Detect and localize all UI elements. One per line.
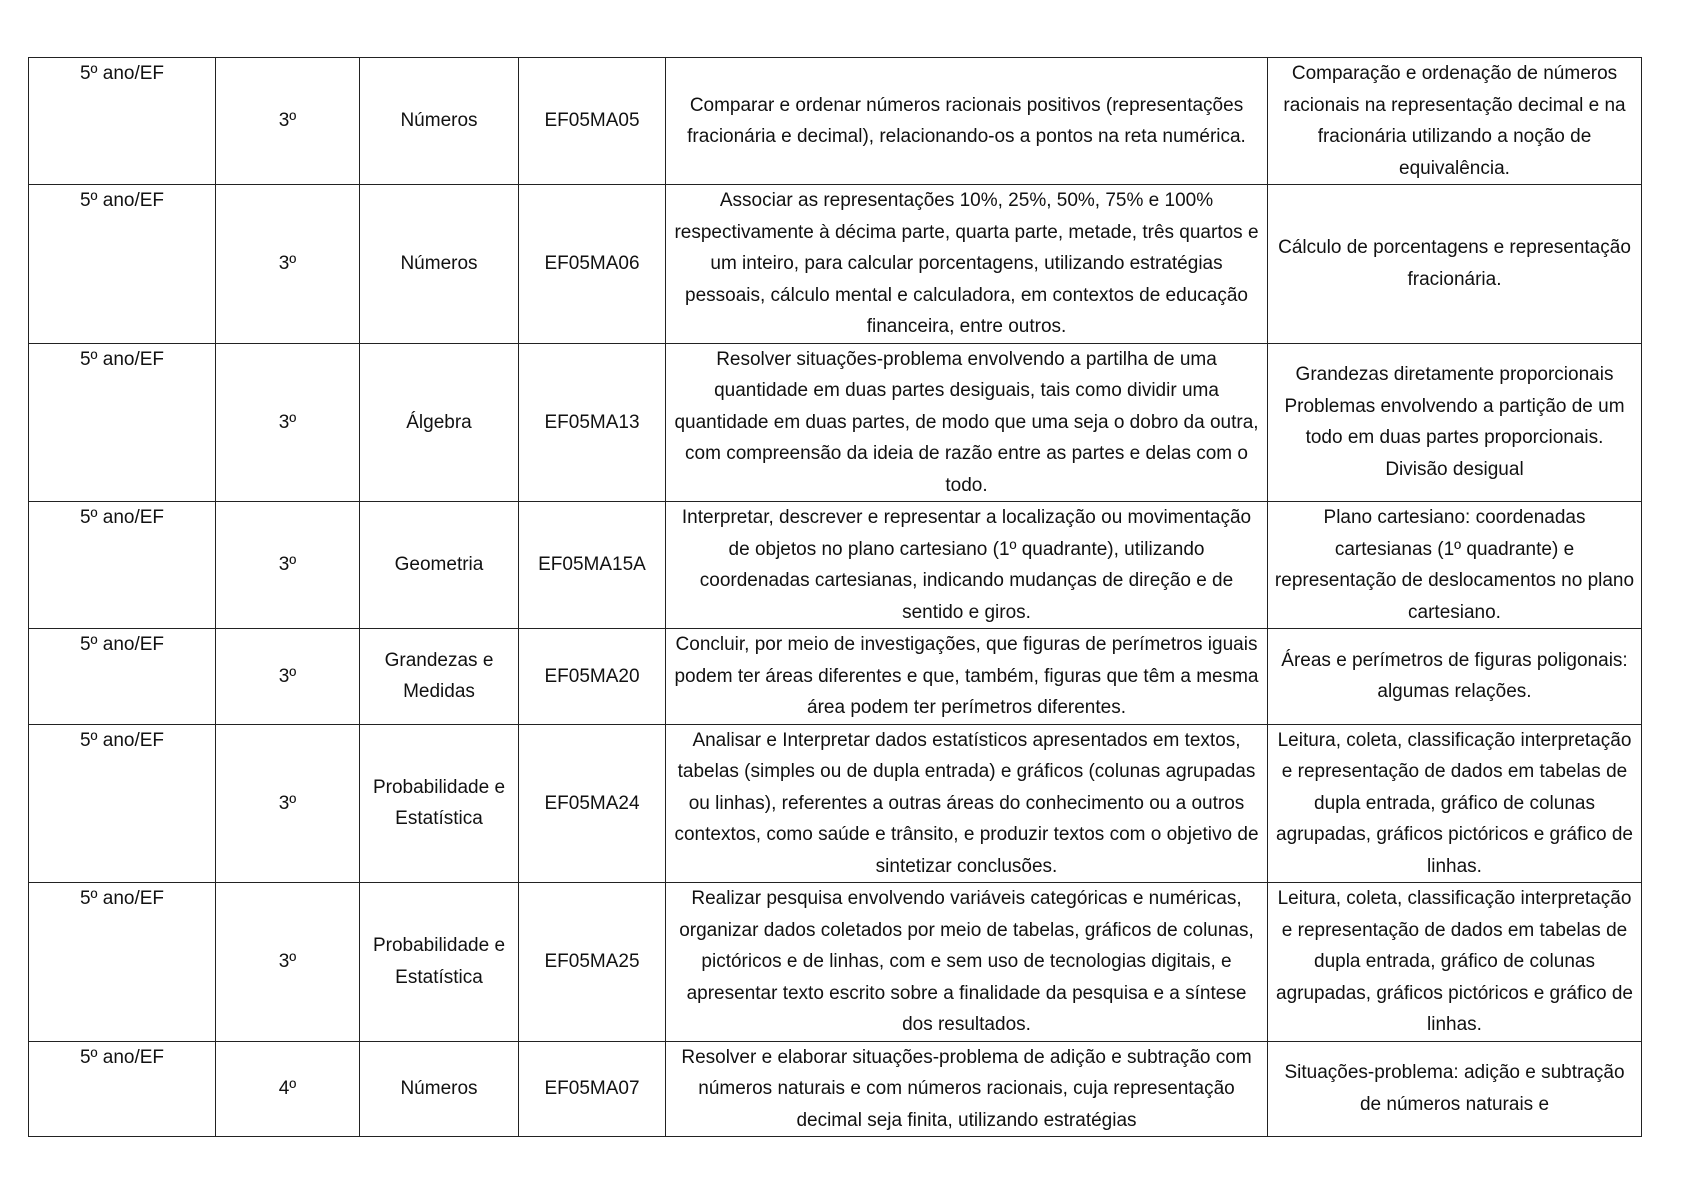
skill-description-cell: Resolver situações-problema envolvendo a partilha de uma quantidade em duas partes desiguais, tais como dividir uma quantidade em duas partes, de modo que uma seja o dobro da outra, com compreensão da ideia de razão entre as partes e delas com o todo.	[666, 343, 1268, 502]
year-cell: 5º ano/EF	[29, 343, 216, 502]
table-row	[29, 58, 1642, 185]
skill-description-cell: Resolver e elaborar situações-problema de adição e subtração com números naturais e com números racionais, cuja representação decimal seja finita, utilizando estratégias	[666, 1041, 1268, 1137]
thematic-unit-cell: Números	[360, 58, 519, 185]
skill-code-cell: EF05MA06	[519, 185, 666, 344]
year-cell: 5º ano/EF	[29, 883, 216, 1042]
year-cell: 5º ano/EF	[29, 724, 216, 883]
knowledge-object-cell: Grandezas diretamente proporcionais Problemas envolvendo a partição de um todo em duas partes proporcionais. Divisão desigual	[1268, 343, 1642, 502]
table-row	[29, 343, 1642, 502]
skill-code-cell: EF05MA20	[519, 629, 666, 725]
table-row	[29, 883, 1642, 1042]
skill-description-cell: Interpretar, descrever e representar a localização ou movimentação de objetos no plano cartesiano (1º quadrante), utilizando coordenadas cartesianas, indicando mudanças de direção e de sentido e giros.	[666, 502, 1268, 629]
table-row	[29, 185, 1642, 344]
bimestre-cell: 3º	[216, 185, 360, 344]
year-cell: 5º ano/EF	[29, 185, 216, 344]
thematic-unit-cell: Grandezas e Medidas	[360, 629, 519, 725]
knowledge-object-cell: Leitura, coleta, classificação interpretação e representação de dados em tabelas de dupla entrada, gráfico de colunas agrupadas, gráficos pictóricos e gráfico de linhas.	[1268, 724, 1642, 883]
bimestre-cell: 3º	[216, 502, 360, 629]
thematic-unit-cell: Probabilidade e Estatística	[360, 724, 519, 883]
skill-code-cell: EF05MA15A	[519, 502, 666, 629]
thematic-unit-cell: Probabilidade e Estatística	[360, 883, 519, 1042]
thematic-unit-cell: Álgebra	[360, 343, 519, 502]
table-row	[29, 502, 1642, 629]
skill-description-cell: Analisar e Interpretar dados estatísticos apresentados em textos, tabelas (simples ou de dupla entrada) e gráficos (colunas agrupadas ou linhas), referentes a outras áreas do conhecimento ou a outros contextos, como saúde e trânsito, e produzir textos com o objetivo de sintetizar conclusões.	[666, 724, 1268, 883]
skill-code-cell: EF05MA25	[519, 883, 666, 1042]
thematic-unit-cell: Números	[360, 185, 519, 344]
thematic-unit-cell: Números	[360, 1041, 519, 1137]
bimestre-cell: 3º	[216, 629, 360, 725]
knowledge-object-cell: Áreas e perímetros de figuras poligonais: algumas relações.	[1268, 629, 1642, 725]
knowledge-object-cell: Cálculo de porcentagens e representação fracionária.	[1268, 185, 1642, 344]
skill-code-cell: EF05MA13	[519, 343, 666, 502]
bimestre-cell: 3º	[216, 883, 360, 1042]
knowledge-object-cell: Plano cartesiano: coordenadas cartesianas (1º quadrante) e representação de deslocamentos no plano cartesiano.	[1268, 502, 1642, 629]
bimestre-cell: 3º	[216, 343, 360, 502]
knowledge-object-cell: Leitura, coleta, classificação interpretação e representação de dados em tabelas de dupla entrada, gráfico de colunas agrupadas, gráficos pictóricos e gráfico de linhas.	[1268, 883, 1642, 1042]
year-cell: 5º ano/EF	[29, 58, 216, 185]
knowledge-object-cell: Situações-problema: adição e subtração de números naturais e	[1268, 1041, 1642, 1137]
bimestre-cell: 3º	[216, 724, 360, 883]
curriculum-table	[28, 57, 1642, 1137]
table-row	[29, 629, 1642, 725]
year-cell: 5º ano/EF	[29, 502, 216, 629]
bimestre-cell: 3º	[216, 58, 360, 185]
skill-code-cell: EF05MA24	[519, 724, 666, 883]
table-row	[29, 1041, 1642, 1137]
skill-code-cell: EF05MA07	[519, 1041, 666, 1137]
knowledge-object-cell: Comparação e ordenação de números racionais na representação decimal e na fracionária utilizando a noção de equivalência.	[1268, 58, 1642, 185]
year-cell: 5º ano/EF	[29, 629, 216, 725]
bimestre-cell: 4º	[216, 1041, 360, 1137]
skill-description-cell: Associar as representações 10%, 25%, 50%, 75% e 100% respectivamente à décima parte, quarta parte, metade, três quartos e um inteiro, para calcular porcentagens, utilizando estratégias pessoais, cálculo mental e calculadora, em contextos de educação financeira, entre outros.	[666, 185, 1268, 344]
skill-description-cell: Realizar pesquisa envolvendo variáveis categóricas e numéricas, organizar dados coletados por meio de tabelas, gráficos de colunas, pictóricos e de linhas, com e sem uso de tecnologias digitais, e apresentar texto escrito sobre a finalidade da pesquisa e a síntese dos resultados.	[666, 883, 1268, 1042]
skill-description-cell: Concluir, por meio de investigações, que figuras de perímetros iguais podem ter áreas diferentes e que, também, figuras que têm a mesma área podem ter perímetros diferentes.	[666, 629, 1268, 725]
thematic-unit-cell: Geometria	[360, 502, 519, 629]
year-cell: 5º ano/EF	[29, 1041, 216, 1137]
table-row	[29, 724, 1642, 883]
skill-description-cell: Comparar e ordenar números racionais positivos (representações fracionária e decimal), relacionando-os a pontos na reta numérica.	[666, 58, 1268, 185]
skill-code-cell: EF05MA05	[519, 58, 666, 185]
